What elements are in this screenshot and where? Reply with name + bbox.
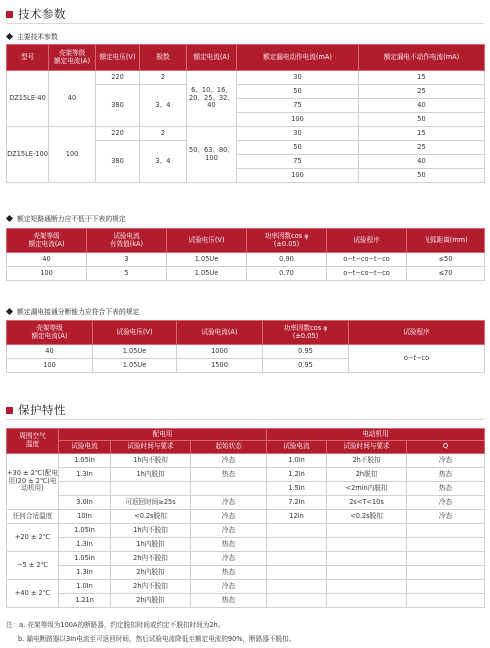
- table-row: 380 3、4 50 25: [7, 141, 485, 155]
- short-circuit-table: 壳架等级 额定电流(A) 试验电流 有效值(kA) 试验电压(V) 功率因数cos φ (±0.05) 试验程序 飞弧距离(mm) 40 3 1.05Ue 0.90 o−t−co−t−co ≤50 100 5 1.05Ue 0.70 o−t−co−t−co ≤70: [6, 228, 485, 281]
- section-title: 技术参数: [18, 7, 66, 21]
- temp-cell: +30 ± 2℃(配电用)20 ± 2℃(电动机用): [7, 454, 59, 510]
- divider: [6, 23, 484, 24]
- table-row: 75 40: [7, 155, 485, 169]
- table-row: 1.21n 2h内脱扣 热态: [7, 594, 485, 608]
- table-row: 任何合适温度 10In <0.2s脱扣 冷态 12In <0.2s脱扣 冷态: [7, 510, 485, 524]
- diamond-bullet-icon: [6, 214, 13, 221]
- table-row: 3.0In 可返回时间≥25s 冷态 7.2In 2s<T<10s 冷态: [7, 496, 485, 510]
- section-marker-icon: [6, 407, 13, 414]
- diamond-bullet-icon: [6, 32, 13, 39]
- protection-table: 周围空气 温度 配电用 电动机用 试验电流 试验时间与要求 起始状态 试验电流 试验时间与要求 Q +30 ± 2℃(配电用)20 ± 2℃(电动机用) 1.05In 1h内不脱扣 冷态 1.0In 2h不脱扣 冷态 1.3In 1h内脱扣 热态 1.2In 2h脱扣 热态 1.5In <2min内脱扣 热态 3.0In 可返回时间≥25s 冷态 7.2In 2s<T<10s 冷态 任何合适温度 10In <0.2s脱扣 冷态 12In <0.2s脱扣 冷态 +20 ± 2℃ 1.05In 1h内不脱扣 冷态 1.3In 1h内脱扣 热态 −5 ± 2℃ 1.05In 2h内不脱扣 冷态 1.3In 2h内脱扣 热态 +40 ± 2℃ 1.0In 2h内不脱扣 冷态 1.21n 2h内脱扣 热态: [6, 428, 485, 608]
- subheading: 主要技术参数: [6, 31, 58, 41]
- table-row: +20 ± 2℃ 1.05In 1h内不脱扣 冷态: [7, 524, 485, 538]
- phi-icon: φ: [323, 324, 328, 332]
- table-row: 40 3 1.05Ue 0.90 o−t−co−t−co ≤50: [7, 253, 485, 267]
- table-row: 40 1.05Ue 1000 0.95 o−t−co: [7, 345, 485, 359]
- phi-icon: φ: [304, 232, 309, 240]
- table-row: 100 50: [7, 113, 485, 127]
- table-row: DZ15LE-40 40 220 2 6、10、16、20、25、32、40 30 15: [7, 71, 485, 85]
- model-cell: DZ15LE-100: [7, 127, 49, 183]
- model-cell: DZ15LE-40: [7, 71, 49, 127]
- table-row: −5 ± 2℃ 1.05In 2h内不脱扣 冷态: [7, 552, 485, 566]
- header-model: 型号: [7, 45, 49, 71]
- section-header-tech: [6, 6, 484, 22]
- table-row: 100 50: [7, 169, 485, 183]
- leakage-table: 壳架等级 额定电流(A) 试验电压(V) 试验电流(A) 功率因数cos φ (±0.05) 试验程序 40 1.05Ue 1000 0.95 o−t−co 100 1.05Ue 1500 0.95: [6, 320, 485, 373]
- table-row: 1.3In 2h内脱扣 热态: [7, 566, 485, 580]
- section-marker-icon: [6, 11, 13, 18]
- table-row: 100 1.05Ue 1500 0.95: [7, 359, 485, 373]
- table-row: 1.5In <2min内脱扣 热态: [7, 482, 485, 496]
- section-header-protection: [6, 402, 484, 418]
- divider: [6, 419, 484, 420]
- subheading: 额定漏电接通分断能力应符合下表的规定: [6, 306, 139, 316]
- table-row: +30 ± 2℃(配电用)20 ± 2℃(电动机用) 1.05In 1h内不脱扣 冷态 1.0In 2h不脱扣 冷态: [7, 454, 485, 468]
- table-row: 1.3In 1h内脱扣 热态: [7, 538, 485, 552]
- section-title: 保护特性: [18, 403, 66, 417]
- table-row: 75 40: [7, 99, 485, 113]
- footnote-a: 注：a. 壳架等级为100A的断路器，约定脱扣时间或约定不脱扣时间为2h。: [6, 621, 225, 629]
- table-row: +40 ± 2℃ 1.0In 2h内不脱扣 冷态: [7, 580, 485, 594]
- header-frame: 壳架等级 额定电流(A): [49, 45, 96, 71]
- table-row: 380 3、4 50 25: [7, 85, 485, 99]
- table-row: 1.3In 1h内脱扣 热态 1.2In 2h脱扣 热态: [7, 468, 485, 482]
- header-notrip: 额定漏电不动作电流(mA): [359, 45, 485, 71]
- header-voltage: 额定电压(V): [96, 45, 140, 71]
- subheading: 额定短路通断力应不低于下表的规定: [6, 213, 126, 223]
- header-current: 额定电流(A): [187, 45, 237, 71]
- footnote-b: b. 漏电断路器以3In电流至可返回时间，然后试验电流降低至额定电流的90%，断路器不脱扣。: [18, 635, 296, 643]
- header-poles: 极数: [140, 45, 187, 71]
- main-params-table: [6, 44, 485, 183]
- table-row: 100 5 1.05Ue 0.70 o−t−co−t−co ≤70: [7, 267, 485, 281]
- table-row: DZ15LE-100 100 220 2 50、63、80、100 30 15: [7, 127, 485, 141]
- diamond-bullet-icon: [6, 307, 13, 314]
- header-trip: 额定漏电动作电流(mA): [237, 45, 359, 71]
